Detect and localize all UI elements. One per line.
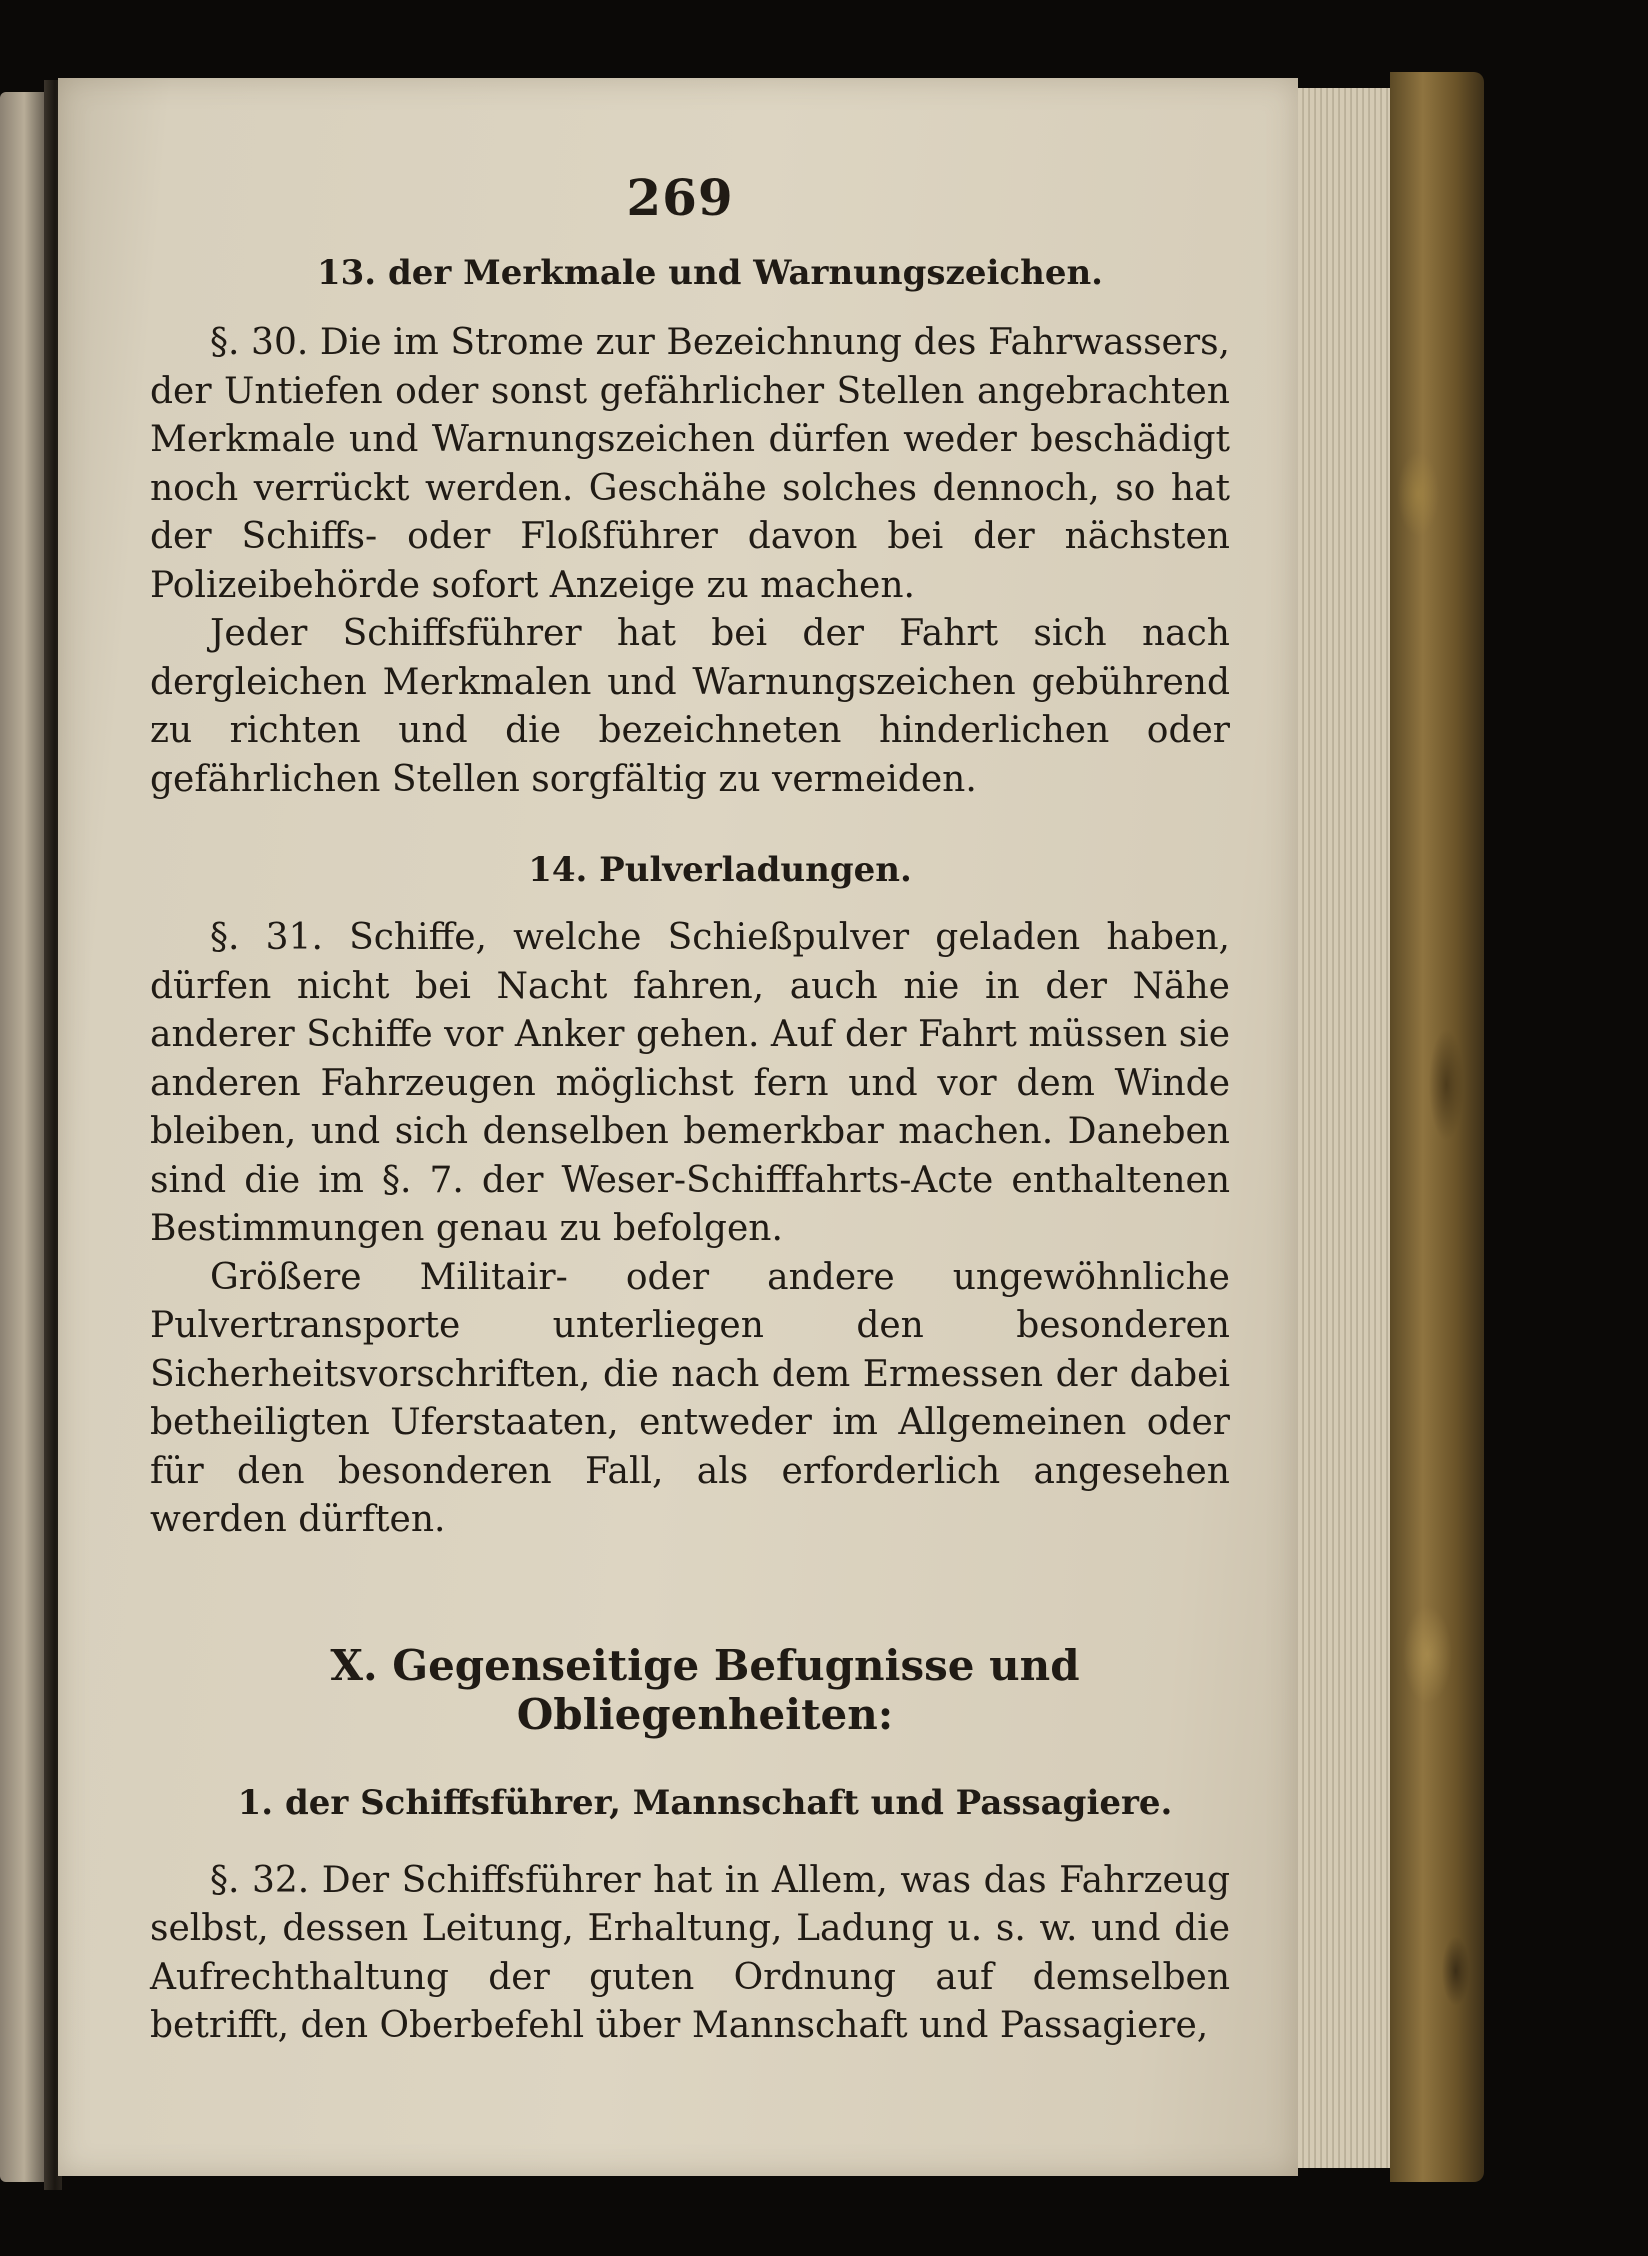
paragraph-31-continued: Größere Militair- oder andere ungewöhnliche Pulvertransporte unterliegen den besonderen Sicherheitsvorschriften, die nach dem Ermessen der dabei betheiligten Uferstaaten, entweder im Allgemeinen oder für den besonderen Fall, als erforderlich angesehen werden dürften. [150,1256,1230,1540]
page-number: 269 [626,168,734,227]
page-text [150,168,1230,2051]
section-heading-13: 13. der Merkmale und Warnungszeichen. [316,253,1104,293]
chapter-subheading: 1. der Schiffsführer, Mannschaft und Passagiere. [237,1782,1173,1823]
previous-page-edge [0,92,44,2182]
paragraph-30: §. 30. Die im Strome zur Bezeichnung des Fahrwassers, der Untiefen oder sonst gefährlicher Stellen angebrachten Merkmale und Warnungszeichen dürfen weder beschädigt noch verrückt werden. Geschähe solches dennoch, so hat der Schiffs- oder Floßführer davon bei der nächsten Polizeibehörde sofort Anzeige zu machen. [150,322,1230,606]
paragraph-30-continued: Jeder Schiffsführer hat bei der Fahrt sich nach dergleichen Merkmalen und Warnungszeichen gebührend zu richten und die bezeichneten hinderlichen oder gefährlichen Stellen sorgfältig zu vermeiden. [150,613,1230,800]
paragraph-32: §. 32. Der Schiffsführer hat in Allem, was das Fahrzeug selbst, dessen Leitung, Erhaltung, Ladung u. s. w. und die Aufrechthaltung der guten Ordnung auf demselben betrifft, den Oberbefehl über Mannschaft und Passagiere, [150,1859,1230,2046]
chapter-heading: X. Gegenseitige Befugnisse und Obliegenheiten: [330,1640,1080,1739]
page-stack-edges [1298,88,1393,2168]
paragraph-31: §. 31. Schiffe, welche Schießpulver geladen haben, dürfen nicht bei Nacht fahren, auch nie in der Nähe anderer Schiffe vor Anker gehen. Auf der Fahrt müssen sie anderen Fahrzeugen möglichst fern und vor dem Winde bleiben, und sich denselben bemerkbar machen. Daneben sind die im §. 7. der Weser-Schifffahrts-Acte enthaltenen Bestimmungen genau zu befolgen. [150,917,1230,1249]
section-heading-14: 14. Pulverladungen. [528,850,912,890]
marbled-cover-edge [1390,72,1484,2182]
